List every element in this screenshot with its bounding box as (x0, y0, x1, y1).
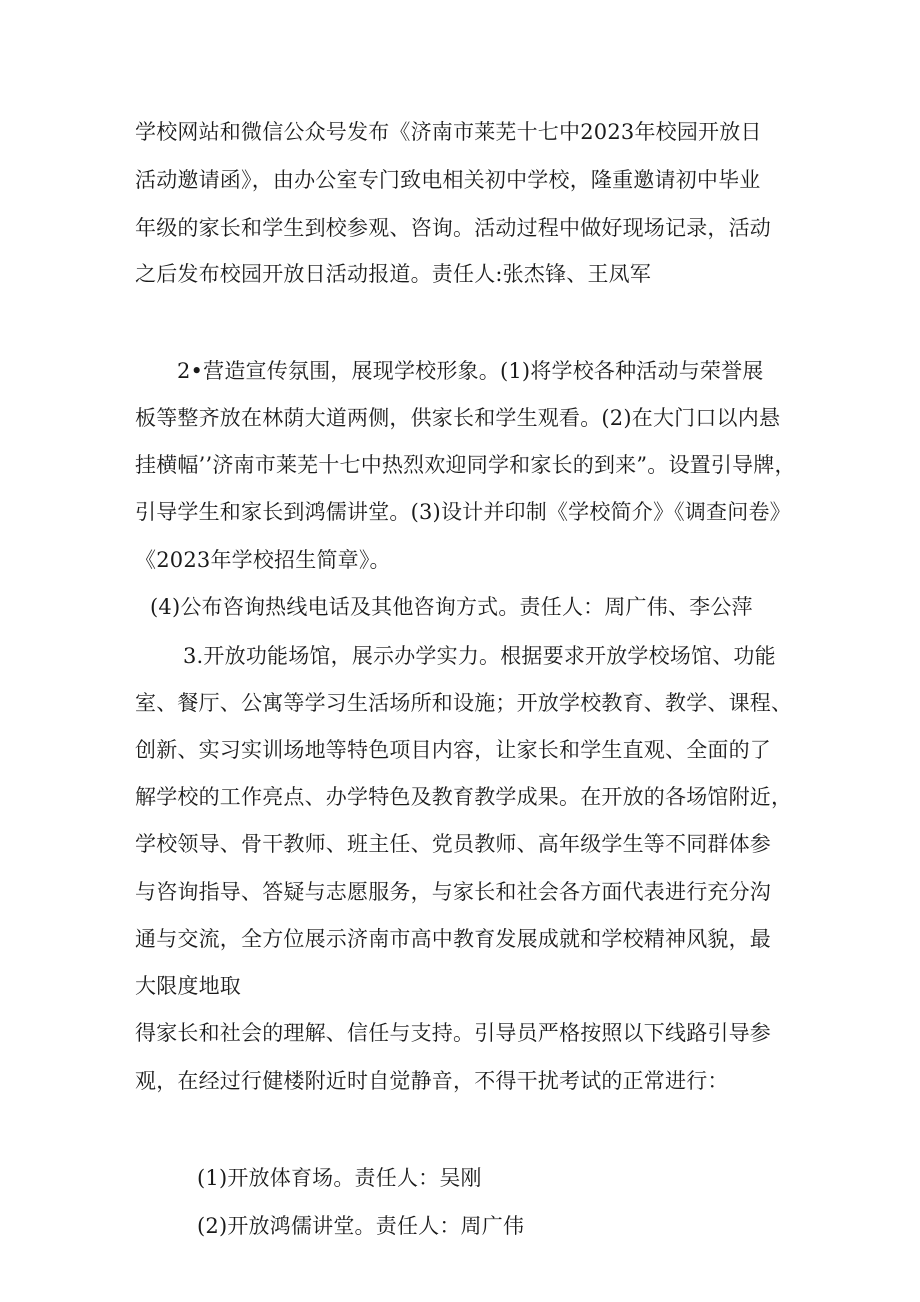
paragraph-1-line-1: 学校网站和微信公众号发布《济南市莱芜十七中2023年校园开放日 (135, 120, 762, 144)
paragraph-4-line-3: 创新、实习实训场地等特色项目内容，让家长和学生直观、全面的了 (135, 738, 771, 762)
paragraph-2-line-5: 《2023年学校招生简章》。 (135, 548, 391, 572)
list-item-1: (1)开放体育场。责任人：吴刚 (197, 1166, 482, 1190)
paragraph-4-line-2: 室、餐厅、公寓等学习生活场所和设施；开放学校教育、教学、课程、 (135, 691, 793, 715)
paragraph-4-line-8: 大限度地取 (135, 974, 241, 998)
paragraph-2-line-1: 2•营造宣传氛围，展现学校形象。(1)将学校各种活动与荣誉展 (177, 359, 764, 383)
paragraph-4-line-6: 与咨询指导、答疑与志愿服务，与家长和社会各方面代表进行充分沟 (135, 880, 771, 904)
paragraph-4-line-5: 学校领导、骨干教师、班主任、党员教师、高年级学生等不同群体参 (135, 832, 771, 856)
paragraph-2-line-2: 板等整齐放在林荫大道两侧，供家长和学生观看。(2)在大门口以内悬 (135, 406, 781, 430)
paragraph-5-line-2: 观，在经过行健楼附近时自觉静音，不得干扰考试的正常进行： (135, 1069, 729, 1093)
paragraph-5-line-1: 得家长和社会的理解、信任与支持。引导员严格按照以下线路引导参 (135, 1021, 771, 1045)
paragraph-1-line-3: 年级的家长和学生到校参观、咨询。活动过程中做好现场记录，活动 (135, 216, 771, 240)
paragraph-4-line-7: 通与交流，全方位展示济南市高中教育发展成就和学校精神风貌，最 (135, 927, 771, 951)
list-item-2: (2)开放鸿儒讲堂。责任人：周广伟 (197, 1214, 525, 1238)
paragraph-3-line-1: (4)公布咨询热线电话及其他咨询方式。责任人：周广伟、李公萍 (150, 595, 753, 619)
paragraph-2-line-4: 引导学生和家长到鸿儒讲堂。(3)设计并印制《学校简介》《调查问卷》 (135, 500, 791, 524)
paragraph-1-line-2: 活动邀请函》，由办公室专门致电相关初中学校，隆重邀请初中毕业 (135, 168, 761, 192)
paragraph-1-line-4: 之后发布校园开放日活动报道。责任人:张杰锋、王凤军 (135, 262, 652, 286)
paragraph-2-line-3: 挂横幅’’济南市莱芜十七中热烈欢迎同学和家长的到来”。设置引导牌， (135, 453, 796, 477)
paragraph-4-line-1: 3.开放功能场馆，展示办学实力。根据要求开放学校场馆、功能 (183, 644, 776, 668)
paragraph-4-line-4: 解学校的工作亮点、办学特色及教育教学成果。在开放的各场馆附近， (135, 785, 793, 809)
